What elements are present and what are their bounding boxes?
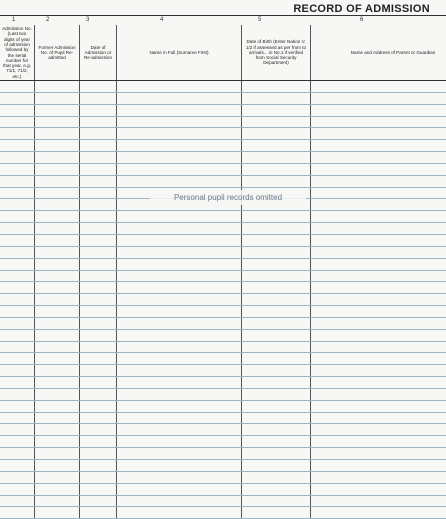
- table-cell: [117, 365, 242, 377]
- table-cell: [80, 270, 117, 282]
- table-cell: [242, 163, 311, 175]
- column-number: 5: [258, 17, 261, 23]
- table-cell: [117, 377, 242, 389]
- table-cell: [117, 471, 242, 483]
- table-row: [0, 507, 446, 519]
- table-cell: [0, 294, 35, 306]
- table-cell: [242, 329, 311, 341]
- table-cell: [311, 400, 446, 412]
- table-cell: [80, 317, 117, 329]
- table-cell: [117, 329, 242, 341]
- table-cell: [80, 507, 117, 519]
- table-cell: [0, 234, 35, 246]
- table-cell: [0, 306, 35, 318]
- table-cell: [0, 92, 35, 104]
- table-row: [0, 460, 446, 472]
- table-cell: [0, 223, 35, 235]
- table-cell: [35, 495, 80, 507]
- table-cell: [80, 223, 117, 235]
- table-row: [0, 246, 446, 258]
- table-cell: [35, 163, 80, 175]
- table-cell: [242, 412, 311, 424]
- redaction-note: Personal pupil records omitted: [150, 190, 306, 205]
- table-cell: [117, 448, 242, 460]
- table-cell: [311, 341, 446, 353]
- table-row: [0, 140, 446, 152]
- table-cell: [0, 270, 35, 282]
- table-cell: [242, 104, 311, 116]
- table-cell: [0, 400, 35, 412]
- table-cell: [80, 128, 117, 140]
- table-row: [0, 270, 446, 282]
- table-cell: [242, 211, 311, 223]
- table-cell: [35, 377, 80, 389]
- table-cell: [242, 175, 311, 187]
- table-cell: [80, 199, 117, 211]
- table-cell: [311, 460, 446, 472]
- table-cell: [311, 294, 446, 306]
- table-cell: [117, 163, 242, 175]
- table-cell: [80, 258, 117, 270]
- table-cell: [242, 234, 311, 246]
- table-cell: [35, 187, 80, 199]
- table-cell: [35, 294, 80, 306]
- table-cell: [80, 282, 117, 294]
- table-cell: [242, 282, 311, 294]
- table-cell: [311, 258, 446, 270]
- table-row: [0, 116, 446, 128]
- table-cell: [80, 187, 117, 199]
- table-cell: [35, 116, 80, 128]
- table-cell: [35, 234, 80, 246]
- table-cell: [35, 460, 80, 472]
- table-row: [0, 400, 446, 412]
- table-cell: [80, 116, 117, 128]
- table-cell: [0, 448, 35, 460]
- table-cell: [80, 495, 117, 507]
- table-cell: [0, 424, 35, 436]
- table-cell: [80, 377, 117, 389]
- table-row: [0, 92, 446, 104]
- table-cell: [242, 270, 311, 282]
- table-cell: [117, 388, 242, 400]
- table-cell: [35, 282, 80, 294]
- table-cell: [242, 448, 311, 460]
- table-cell: [35, 92, 80, 104]
- table-cell: [35, 507, 80, 519]
- table-cell: [80, 246, 117, 258]
- table-cell: [35, 317, 80, 329]
- table-cell: [117, 92, 242, 104]
- table-cell: [35, 353, 80, 365]
- table-row: [0, 128, 446, 140]
- table-row: [0, 223, 446, 235]
- table-cell: [0, 436, 35, 448]
- table-row: [0, 341, 446, 353]
- table-cell: [35, 258, 80, 270]
- table-row: [0, 104, 446, 116]
- table-cell: [242, 460, 311, 472]
- table-cell: [311, 365, 446, 377]
- table-cell: [117, 270, 242, 282]
- table-cell: [311, 199, 446, 211]
- table-cell: [311, 412, 446, 424]
- table-row: [0, 163, 446, 175]
- table-cell: [242, 471, 311, 483]
- table-row: [0, 436, 446, 448]
- table-cell: [242, 424, 311, 436]
- table-cell: [117, 246, 242, 258]
- table-cell: [0, 353, 35, 365]
- table-cell: [242, 495, 311, 507]
- table-cell: [0, 152, 35, 164]
- table-cell: [242, 92, 311, 104]
- table-row: [0, 282, 446, 294]
- table-cell: [80, 163, 117, 175]
- table-cell: [35, 199, 80, 211]
- column-number: 4: [160, 17, 163, 23]
- table-cell: [242, 483, 311, 495]
- table-cell: [35, 270, 80, 282]
- table-cell: [80, 234, 117, 246]
- table-cell: [242, 400, 311, 412]
- table-cell: [0, 116, 35, 128]
- table-cell: [35, 223, 80, 235]
- table-cell: [0, 507, 35, 519]
- table-cell: [311, 377, 446, 389]
- table-cell: [0, 175, 35, 187]
- table-cell: [311, 92, 446, 104]
- table-cell: [242, 365, 311, 377]
- table-cell: [35, 104, 80, 116]
- table-cell: [80, 436, 117, 448]
- table-cell: [117, 140, 242, 152]
- table-cell: [0, 329, 35, 341]
- table-cell: [0, 104, 35, 116]
- table-cell: [80, 460, 117, 472]
- table-cell: [311, 507, 446, 519]
- table-cell: [117, 424, 242, 436]
- table-row: [0, 353, 446, 365]
- table-cell: [80, 353, 117, 365]
- table-cell: [35, 483, 80, 495]
- table-cell: [0, 460, 35, 472]
- table-cell: [80, 365, 117, 377]
- column-number: 1: [12, 17, 15, 23]
- table-cell: [242, 377, 311, 389]
- table-row: [0, 377, 446, 389]
- table-row: [0, 258, 446, 270]
- table-cell: [311, 140, 446, 152]
- table-cell: [242, 140, 311, 152]
- table-row: [0, 329, 446, 341]
- table-cell: [35, 388, 80, 400]
- table-cell: [117, 81, 242, 93]
- table-cell: [0, 211, 35, 223]
- table-cell: [35, 306, 80, 318]
- table-cell: [311, 495, 446, 507]
- table-row: [0, 294, 446, 306]
- table-cell: [311, 471, 446, 483]
- table-row: [0, 234, 446, 246]
- table-cell: [0, 163, 35, 175]
- table-cell: [0, 282, 35, 294]
- table-cell: [80, 92, 117, 104]
- table-cell: [117, 353, 242, 365]
- table-cell: [311, 436, 446, 448]
- table-cell: [0, 317, 35, 329]
- table-cell: [311, 353, 446, 365]
- table-cell: [80, 412, 117, 424]
- table-cell: [311, 270, 446, 282]
- table-cell: [117, 436, 242, 448]
- table-cell: [80, 140, 117, 152]
- page-title: RECORD OF ADMISSION: [293, 3, 430, 15]
- table-cell: [0, 377, 35, 389]
- table-cell: [311, 483, 446, 495]
- table-cell: [80, 175, 117, 187]
- table-cell: [242, 341, 311, 353]
- table-cell: [311, 306, 446, 318]
- table-cell: [80, 471, 117, 483]
- table-cell: [117, 211, 242, 223]
- table-row: [0, 412, 446, 424]
- admission-table: [0, 25, 446, 519]
- table-cell: [0, 412, 35, 424]
- table-cell: [311, 175, 446, 187]
- table-row: [0, 365, 446, 377]
- table-cell: [311, 329, 446, 341]
- table-cell: [0, 495, 35, 507]
- table-cell: [35, 424, 80, 436]
- table-cell: [80, 329, 117, 341]
- table-cell: [0, 128, 35, 140]
- table-cell: [311, 424, 446, 436]
- table-cell: [0, 365, 35, 377]
- table-row: [0, 495, 446, 507]
- table-cell: [242, 81, 311, 93]
- table-cell: [117, 507, 242, 519]
- table-cell: [311, 448, 446, 460]
- table-cell: [80, 448, 117, 460]
- table-cell: [35, 152, 80, 164]
- table-cell: [117, 282, 242, 294]
- table-cell: [311, 317, 446, 329]
- table-cell: [80, 483, 117, 495]
- table-cell: [242, 116, 311, 128]
- table-cell: [80, 424, 117, 436]
- register-body: [0, 81, 446, 519]
- table-cell: [0, 258, 35, 270]
- table-cell: [35, 140, 80, 152]
- table-cell: [311, 163, 446, 175]
- header-date-of-admission: Date of Admission or Re-admission: [80, 25, 117, 81]
- table-cell: [35, 471, 80, 483]
- table-cell: [0, 483, 35, 495]
- table-cell: [117, 223, 242, 235]
- header-row: [0, 25, 446, 81]
- table-cell: [311, 223, 446, 235]
- table-cell: [80, 294, 117, 306]
- table-cell: [0, 471, 35, 483]
- column-number: 3: [86, 17, 89, 23]
- table-row: [0, 388, 446, 400]
- table-row: [0, 175, 446, 187]
- table-cell: [117, 175, 242, 187]
- table-cell: [242, 152, 311, 164]
- table-cell: [0, 81, 35, 93]
- table-cell: [117, 294, 242, 306]
- table-cell: [35, 400, 80, 412]
- table-cell: [117, 152, 242, 164]
- table-cell: [311, 187, 446, 199]
- table-cell: [311, 388, 446, 400]
- table-cell: [117, 341, 242, 353]
- table-row: [0, 317, 446, 329]
- table-cell: [242, 436, 311, 448]
- table-cell: [242, 306, 311, 318]
- table-cell: [35, 175, 80, 187]
- table-cell: [117, 128, 242, 140]
- table-cell: [242, 317, 311, 329]
- table-row: [0, 81, 446, 93]
- table-cell: [80, 81, 117, 93]
- table-cell: [35, 128, 80, 140]
- table-cell: [117, 412, 242, 424]
- table-cell: [311, 246, 446, 258]
- table-cell: [117, 234, 242, 246]
- table-cell: [311, 81, 446, 93]
- table-row: [0, 152, 446, 164]
- header-former-admission-no: Former Admission No. of Pupil Re-admitted: [35, 25, 80, 81]
- table-cell: [35, 341, 80, 353]
- table-cell: [0, 246, 35, 258]
- table-cell: [35, 412, 80, 424]
- table-cell: [117, 317, 242, 329]
- table-cell: [117, 483, 242, 495]
- table-cell: [117, 306, 242, 318]
- table-cell: [35, 211, 80, 223]
- column-number: 2: [46, 17, 49, 23]
- table-cell: [0, 199, 35, 211]
- table-cell: [242, 246, 311, 258]
- table-cell: [80, 306, 117, 318]
- table-cell: [35, 246, 80, 258]
- header-date-of-birth: Date of Birth (Enter Nation V. 1/2 if assessed as per from to arrivals... in No.1 if verified from Social Security Department): [242, 25, 311, 81]
- table-row: [0, 306, 446, 318]
- table-cell: [311, 211, 446, 223]
- table-cell: [80, 341, 117, 353]
- table-cell: [242, 353, 311, 365]
- table-cell: [117, 400, 242, 412]
- header-name-in-full: Name in Full (Surname First): [117, 25, 242, 81]
- table-cell: [311, 234, 446, 246]
- table-cell: [80, 211, 117, 223]
- table-cell: [117, 460, 242, 472]
- table-row: [0, 448, 446, 460]
- table-cell: [35, 81, 80, 93]
- table-row: [0, 483, 446, 495]
- table-cell: [242, 223, 311, 235]
- table-cell: [35, 365, 80, 377]
- table-row: [0, 211, 446, 223]
- table-cell: [0, 388, 35, 400]
- table-cell: [0, 341, 35, 353]
- table-cell: [80, 152, 117, 164]
- table-row: [0, 471, 446, 483]
- table-cell: [35, 436, 80, 448]
- table-cell: [242, 128, 311, 140]
- table-cell: [242, 507, 311, 519]
- column-number: 6: [360, 17, 363, 23]
- table-cell: [242, 294, 311, 306]
- table-cell: [311, 152, 446, 164]
- header-admission-no: Admission No. (Last two digits of year of admission followed by the serial number for that year, e.g. 71/1, 71/2, etc.): [0, 25, 35, 81]
- table-cell: [80, 400, 117, 412]
- table-cell: [117, 116, 242, 128]
- table-cell: [80, 104, 117, 116]
- table-cell: [117, 104, 242, 116]
- header-parent-guardian: Name and Address of Parent or Guardian: [311, 25, 446, 81]
- table-cell: [117, 495, 242, 507]
- table-cell: [311, 128, 446, 140]
- table-row: [0, 424, 446, 436]
- table-cell: [311, 104, 446, 116]
- table-cell: [311, 116, 446, 128]
- table-cell: [35, 329, 80, 341]
- table-cell: [0, 140, 35, 152]
- table-cell: [242, 388, 311, 400]
- table-cell: [242, 258, 311, 270]
- table-cell: [80, 388, 117, 400]
- table-cell: [311, 282, 446, 294]
- table-cell: [117, 258, 242, 270]
- table-cell: [35, 448, 80, 460]
- table-cell: [0, 187, 35, 199]
